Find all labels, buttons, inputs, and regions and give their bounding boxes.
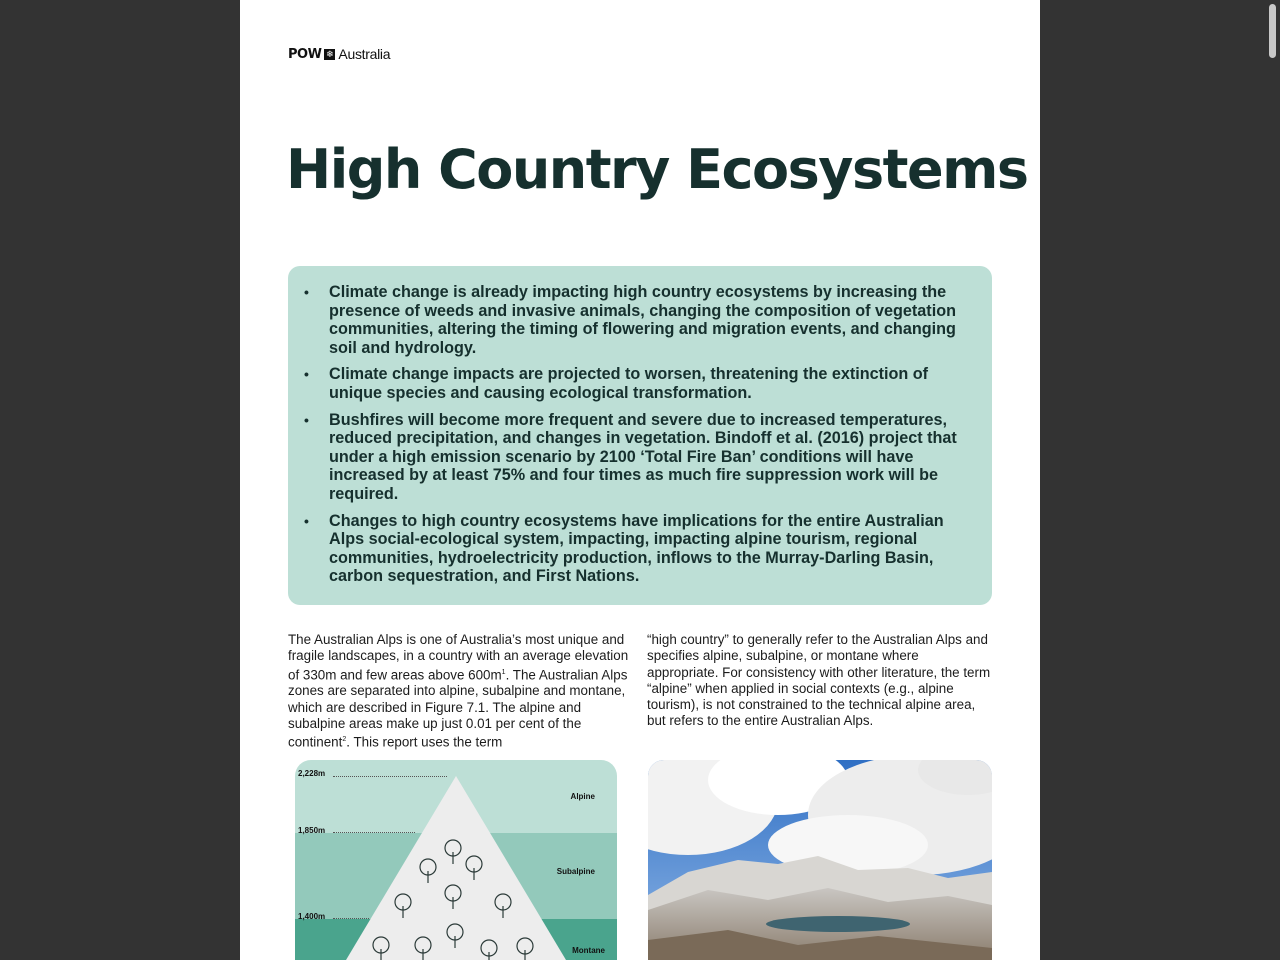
body-column-left (288, 632, 632, 751)
snowflake-icon: ❄ (326, 48, 334, 59)
body-text: The Australian Alps is one of Australia’s most unique and fragile landscapes, in a country with an average elevation of 330m and few areas above 600m (288, 632, 629, 683)
logo-brand: POW (288, 46, 322, 62)
zone-label-subalpine: Subalpine (556, 867, 595, 876)
page-title: High Country Ecosystems (286, 138, 1028, 201)
key-point-text: Bushfires will become more frequent and severe due to increased temperatures, reduced precipitation, and changes in vegetation. Bindoff et al. (2016) project that under a high emission scenario by 2100 ‘Total Fire Ban’ conditions will have increased by at least 75% and four times as much fire suppression work will be required. (329, 410, 957, 503)
key-point-text: Changes to high country ecosystems have implications for the entire Australian Alps social-ecological system, impacting, impacting alpine tourism, regional communities, hydroelectricity production, inflows to the Murray-Darling Basin, carbon sequestration, and First Nations. (329, 511, 944, 586)
key-point: • Climate change impacts are projected to worsen, threatening the extinction of unique species and causing ecological transformation. (304, 365, 929, 402)
zone-label-montane: Montane (572, 946, 605, 955)
key-point: • Climate change is already impacting high country ecosystems by increasing the presence of weeds and invasive animals, changing the composition of vegetation communities, altering the timing of flowering and migration events, and changing soil and hydrology. (304, 283, 956, 357)
elevation-label: 2,228m (298, 769, 326, 778)
key-point-text: Climate change impacts are projected to worsen, threatening the extinction of unique species and causing ecological transformation. (329, 365, 929, 402)
pow-australia-logo (288, 46, 390, 62)
footnote-ref[interactable]: 2 (342, 736, 347, 744)
elevation-zones-figure (295, 760, 617, 960)
scrollbar-thumb[interactable] (1269, 4, 1276, 58)
document-page (240, 0, 1040, 960)
body-column-right: “high country” to generally refer to the Australian Alps and specifies alpine, subalpine, or montane where appropriate. For consistency with other literature, the term “alpine” when applied in social contexts (e.g., alpine tourism), is not constrained to the technical alpine area, but refers to the entire Australian Alps. (647, 632, 991, 729)
landscape-image (648, 760, 992, 960)
elevation-label: 1,850m (298, 826, 326, 835)
body-text: . This report uses the term (346, 734, 503, 750)
body-text: . The Australian Alps zones are separated into alpine, subalpine and montane, which are described in Figure 7.1. The alpine and subalpine areas make up just 0.01 per cent of the continent (288, 667, 628, 750)
footnote-ref[interactable]: 1 (501, 668, 506, 676)
key-points-box (288, 266, 992, 605)
zone-label-alpine: Alpine (570, 792, 595, 801)
mountain-illustration (295, 760, 617, 960)
key-point: • Bushfires will become more frequent and severe due to increased temperatures, reduced precipitation, and changes in vegetation. Bindoff et al. (2016) project that under a high emission scenario by 2100 ‘Total Fire Ban’ conditions will have increased by at least 75% and four times as much fire suppression work will be required. (304, 410, 957, 503)
elevation-label: 1,400m (298, 912, 326, 921)
alpine-lake-photo (648, 760, 992, 960)
key-point: • Changes to high country ecosystems have implications for the entire Australian Alps social-ecological system, impacting, impacting alpine tourism, regional communities, hydroelectricity production, inflows to the Murray-Darling Basin, carbon sequestration, and First Nations. (304, 511, 944, 586)
key-point-text: Climate change is already impacting high country ecosystems by increasing the presence of weeds and invasive animals, changing the composition of vegetation communities, altering the timing of flowering and migration events, and changing soil and hydrology. (329, 283, 956, 357)
logo-region: Australia (338, 46, 391, 62)
